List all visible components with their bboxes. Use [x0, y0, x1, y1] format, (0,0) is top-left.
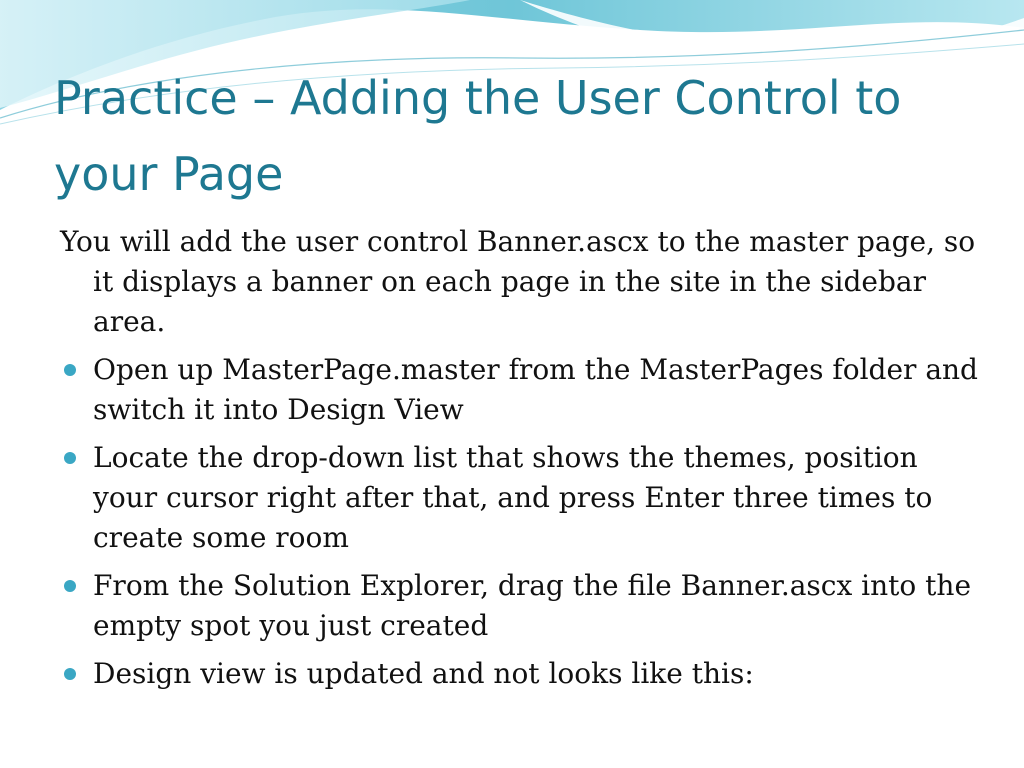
list-item: [60, 438, 990, 558]
bullet-dot-icon: [64, 668, 76, 680]
list-item-text: From the Solution Explorer, drag the file Banner.ascx into the empty spot you just created: [93, 569, 972, 642]
list-item-text: Open up MasterPage.master from the MasterPages folder and switch it into Design View: [93, 353, 978, 426]
list-item-text: Design view is updated and not looks like this:: [93, 657, 754, 690]
intro-paragraph: You will add the user control Banner.ascx to the master page, so it displays a banner on each page in the site in the sidebar area.: [60, 225, 976, 338]
list-item: [60, 654, 990, 694]
bullet-dot-icon: [64, 452, 76, 464]
bullet-dot-icon: [64, 580, 76, 592]
slide-title: Practice – Adding the User Control to your Page: [54, 71, 902, 201]
list-item: [60, 350, 990, 430]
bullet-dot-icon: [64, 364, 76, 376]
slide-body: [60, 222, 990, 702]
list-item-text: Locate the drop-down list that shows the themes, position your cursor right after that, and press Enter three times to create some room: [93, 441, 933, 554]
list-item: [60, 566, 990, 646]
